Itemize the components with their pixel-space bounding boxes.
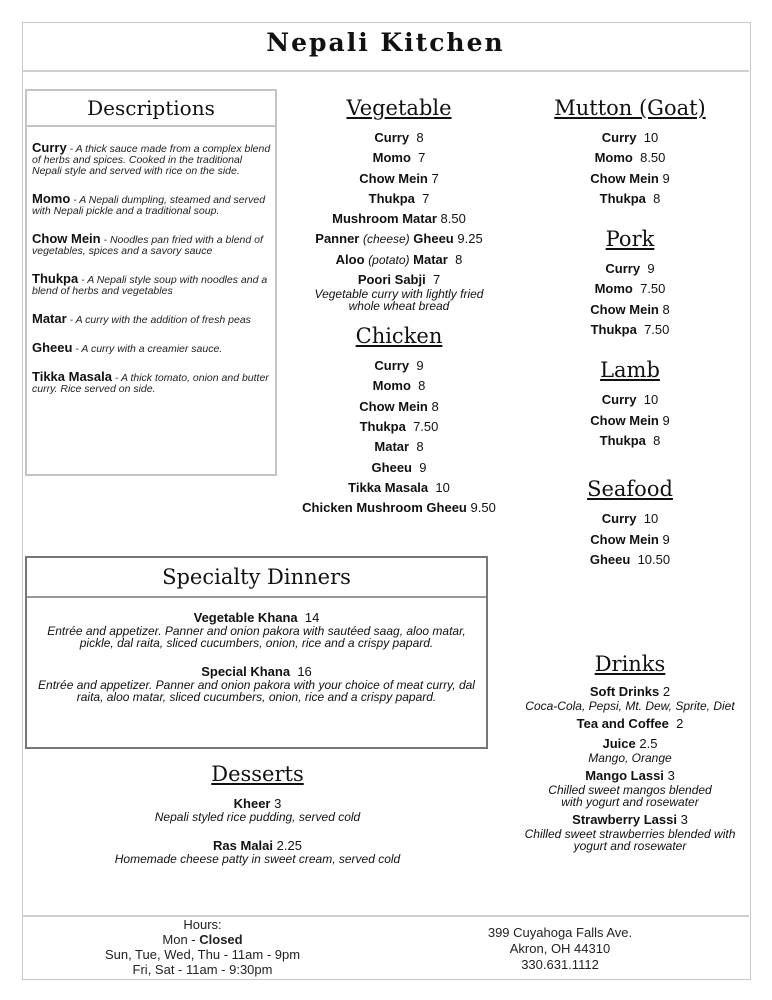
specialty-item-title: [27, 664, 486, 679]
item-name: Thukpa: [599, 190, 646, 206]
item-description: Coca-Cola, Pepsi, Mt. Dew, Sprite, Diet: [525, 699, 735, 713]
description-term: Thukpa: [32, 271, 79, 286]
vegetable-heading: Vegetable: [346, 96, 452, 120]
item-name: Curry: [601, 511, 637, 527]
hours-weekend: Fri, Sat - 11am - 9:30pm: [132, 962, 273, 977]
drink-item: [515, 684, 745, 712]
restaurant-address: [470, 925, 650, 973]
item-name: Chow Mein: [590, 170, 659, 186]
item-price: 2: [662, 684, 671, 699]
item-name: Curry: [374, 130, 410, 145]
descriptions-box: [25, 89, 277, 476]
item-price: 9: [419, 459, 427, 475]
item-price: 8: [455, 251, 463, 267]
menu-item: [290, 169, 508, 189]
specialty-item: [27, 610, 486, 649]
item-description: Mango, Orange: [588, 751, 672, 765]
item-name: Thukpa: [590, 322, 637, 338]
item-price: 2.25: [276, 838, 302, 853]
description-text: A curry with a creamier sauce.: [81, 343, 223, 355]
item-price: 7.50: [413, 418, 439, 434]
description-term: Curry: [32, 140, 67, 155]
item-name: Chow Mein: [359, 398, 428, 414]
description-text: A Nepali dumpling, steamed and served with Nepali pickle and a traditional soup.: [32, 194, 266, 217]
item-description: Entrée and appetizer. Panner and onion pakora with your choice of meat curry, dal raita, aloo matar, sliced cucumbers, onion, rice and a crispy papard.: [38, 678, 475, 704]
dessert-title: [100, 838, 415, 853]
specialty-dinners-box: [25, 556, 488, 749]
description-separator: -: [100, 234, 110, 246]
middle-column: [290, 94, 508, 518]
item-name: Strawberry Lassi: [572, 812, 677, 827]
descriptions-heading: Descriptions: [27, 91, 275, 127]
specialty-item: [27, 664, 486, 703]
address-street: 399 Cuyahoga Falls Ave.: [487, 925, 633, 940]
description-item: [32, 193, 272, 217]
item-name: Matar: [374, 439, 410, 455]
item-price: 9: [416, 358, 424, 374]
address-city: Akron, OH 44310: [509, 941, 611, 956]
menu-item: [530, 189, 730, 209]
item-name: Ras Malai: [213, 838, 274, 853]
menu-item: [530, 279, 730, 299]
item-price: 9: [662, 170, 670, 186]
item-name: Aloo: [335, 251, 365, 267]
item-price: 2.5: [639, 736, 658, 751]
item-price: 8.50: [440, 211, 466, 227]
item-name: Curry: [601, 130, 637, 145]
description-text: A Nepali style soup with noodles and a blend of herbs and vegetables: [32, 274, 268, 297]
menu-item: [290, 250, 508, 270]
drink-item: [515, 768, 745, 808]
description-text: Noodles pan fried with a blend of vegetables, spices and a savory sauce: [32, 234, 263, 257]
menu-item: [530, 431, 730, 451]
item-name: Mushroom Matar: [332, 211, 437, 227]
lamb-heading: Lamb: [600, 358, 660, 383]
item-price: 7: [418, 150, 426, 166]
dessert-item: [100, 838, 415, 866]
menu-item: [290, 148, 508, 168]
menu-item: [530, 530, 730, 550]
specialty-heading: Specialty Dinners: [27, 558, 486, 598]
item-description: Homemade cheese patty in sweet cream, served cold: [114, 852, 401, 866]
item-name: Panner: [315, 231, 360, 247]
menu-item: [290, 376, 508, 396]
menu-item: [530, 300, 730, 320]
item-price: 8: [416, 130, 424, 145]
title-divider: [22, 70, 749, 72]
description-item: [32, 273, 272, 297]
item-name: Special Khana: [201, 664, 291, 679]
item-name: Thukpa: [599, 432, 646, 448]
description-text: A curry with the addition of fresh peas: [75, 314, 251, 326]
item-name: Momo: [372, 150, 411, 166]
description-term: Tikka Masala: [32, 369, 112, 384]
item-name: Tea and Coffee: [576, 716, 669, 731]
item-price: 16: [297, 664, 312, 679]
mutton-heading: Mutton (Goat): [554, 96, 706, 120]
specialty-list: [27, 610, 486, 718]
item-description: Entrée and appetizer. Panner and onion pakora with sautéed saag, aloo matar, pickle, dal raita, sliced cucumbers, onion, rice and a crispy papard.: [47, 624, 466, 650]
right-column: [530, 94, 730, 570]
item-price: 2: [676, 716, 684, 731]
item-name: Mango Lassi: [585, 768, 664, 783]
item-name: Curry: [605, 261, 641, 277]
description-item: [32, 342, 272, 355]
description-text: A thick sauce made from a complex blend of herbs and spices. Cooked in the traditional Nepali style and served with rice on the side.: [32, 143, 271, 177]
item-price: 10: [643, 511, 659, 527]
drink-title: [515, 812, 745, 828]
item-price: 3: [667, 768, 675, 783]
hours-weekdays: Sun, Tue, Wed, Thu - 11am - 9pm: [104, 947, 301, 962]
menu-item: [530, 509, 730, 529]
item-name: Gheeu: [589, 551, 631, 567]
item-name: Juice: [602, 736, 636, 751]
item-name: Thukpa: [368, 190, 415, 206]
description-term: Momo: [32, 191, 71, 206]
item-price: 8: [662, 301, 670, 317]
menu-item: [530, 148, 730, 168]
item-description: Vegetable curry with lightly fried whole wheat bread: [314, 287, 484, 314]
description-separator: -: [66, 143, 76, 155]
description-term: Gheeu: [32, 340, 73, 355]
chicken-heading: Chicken: [355, 324, 443, 349]
item-name: Vegetable Khana: [193, 610, 298, 625]
item-name: Curry: [374, 358, 410, 374]
item-name: Tikka Masala: [348, 479, 429, 495]
description-item: [32, 313, 272, 326]
menu-item: [290, 458, 508, 478]
description-separator: -: [66, 314, 76, 326]
item-name: Chow Mein: [590, 301, 659, 317]
item-price: 10: [435, 479, 450, 495]
item-price: 8: [418, 378, 426, 394]
description-separator: -: [70, 194, 80, 206]
drink-title: [515, 768, 745, 784]
menu-item: [530, 411, 730, 431]
description-text: A thick tomato, onion and butter curry. Rice served on side.: [32, 372, 269, 395]
item-price: 9: [662, 412, 670, 428]
descriptions-list: [32, 142, 272, 411]
menu-item: [530, 259, 730, 279]
item-price: 10.50: [637, 551, 671, 567]
item-name: Curry: [601, 392, 637, 408]
drink-item: [515, 736, 745, 764]
description-item: [32, 371, 272, 395]
item-name: Momo: [594, 281, 633, 297]
description-separator: -: [72, 343, 82, 355]
pork-heading: Pork: [605, 227, 655, 252]
description-item: [32, 233, 272, 257]
menu-item: [290, 272, 508, 288]
drink-item: [515, 812, 745, 852]
item-description: Nepali styled rice pudding, served cold: [154, 810, 361, 824]
item-price: 14: [304, 610, 320, 625]
drink-title: [515, 736, 745, 752]
item-price: 7: [432, 272, 441, 288]
item-name: Gheeu: [371, 459, 412, 475]
item-name: Chow Mein: [590, 412, 659, 428]
item-price: 9: [662, 531, 670, 547]
item-name-suffix: Matar: [413, 251, 448, 267]
menu-item: [530, 550, 730, 570]
menu-item: [290, 189, 508, 209]
item-price: 10: [643, 392, 659, 408]
item-price: 9.25: [457, 231, 483, 247]
item-name-suffix: Gheeu: [413, 231, 454, 247]
description-item: [32, 142, 272, 177]
item-description: Chilled sweet mangos blended with yogurt and rosewater: [548, 783, 712, 809]
drinks-section: [515, 650, 745, 856]
menu-item: [290, 209, 508, 229]
item-description: Chilled sweet strawberries blended with yogurt and rosewater: [524, 827, 736, 853]
menu-item: [290, 128, 508, 148]
specialty-item-title: [27, 610, 486, 625]
item-price: 3: [274, 796, 282, 811]
item-name: Kheer: [233, 796, 271, 811]
item-price: 10: [643, 130, 659, 145]
drink-title: [515, 684, 745, 700]
drinks-heading: Drinks: [594, 652, 666, 676]
item-price: 7: [431, 170, 439, 186]
item-name: Thukpa: [359, 418, 406, 434]
menu-item: [530, 128, 730, 148]
menu-item: [290, 417, 508, 437]
item-name: Chicken Mushroom Gheeu: [302, 500, 467, 516]
description-term: Matar: [32, 311, 67, 326]
menu-item: [530, 169, 730, 189]
dessert-title: [100, 796, 415, 811]
item-price: 7: [422, 190, 430, 206]
dessert-item: [100, 796, 415, 824]
item-price: 8: [653, 432, 661, 448]
item-name: Chow Mein: [359, 170, 428, 186]
item-price: 8.50: [640, 150, 666, 166]
item-price: 8: [653, 190, 661, 206]
description-separator: -: [78, 274, 88, 286]
drink-item: [515, 716, 745, 732]
menu-item: [290, 356, 508, 376]
item-price: 9.50: [470, 500, 496, 516]
item-price: 7.50: [640, 281, 666, 297]
item-price: 7.50: [644, 322, 670, 338]
description-term: Chow Mein: [32, 231, 101, 246]
item-name: Momo: [372, 378, 411, 394]
item-name: Chow Mein: [590, 531, 659, 547]
item-note: (potato): [368, 252, 410, 267]
item-name: Momo: [594, 150, 633, 166]
desserts-section: [100, 760, 415, 880]
item-price: 8: [431, 398, 439, 414]
menu-item: [530, 320, 730, 340]
menu-item: [290, 229, 508, 249]
desserts-heading: Desserts: [211, 762, 304, 786]
item-price: 8: [416, 439, 424, 455]
menu-item: [290, 437, 508, 457]
item-note: (cheese): [362, 232, 410, 247]
phone-number: 330.631.1112: [521, 957, 599, 972]
restaurant-title: Nepali Kitchen: [266, 28, 505, 57]
opening-hours: [95, 917, 310, 977]
hours-label: Hours:: [183, 917, 222, 932]
menu-item: [290, 397, 508, 417]
description-separator: -: [111, 372, 121, 384]
item-name: Soft Drinks: [589, 684, 660, 699]
hours-monday: Mon - Closed: [162, 932, 243, 947]
menu-item: [530, 390, 730, 410]
menu-item: [290, 498, 508, 518]
item-price: 9: [647, 261, 655, 277]
item-price: 3: [680, 812, 688, 827]
item-name: Poori Sabji: [357, 272, 426, 288]
drink-title: [515, 716, 745, 732]
seafood-heading: Seafood: [587, 477, 673, 502]
menu-item: [290, 478, 508, 498]
